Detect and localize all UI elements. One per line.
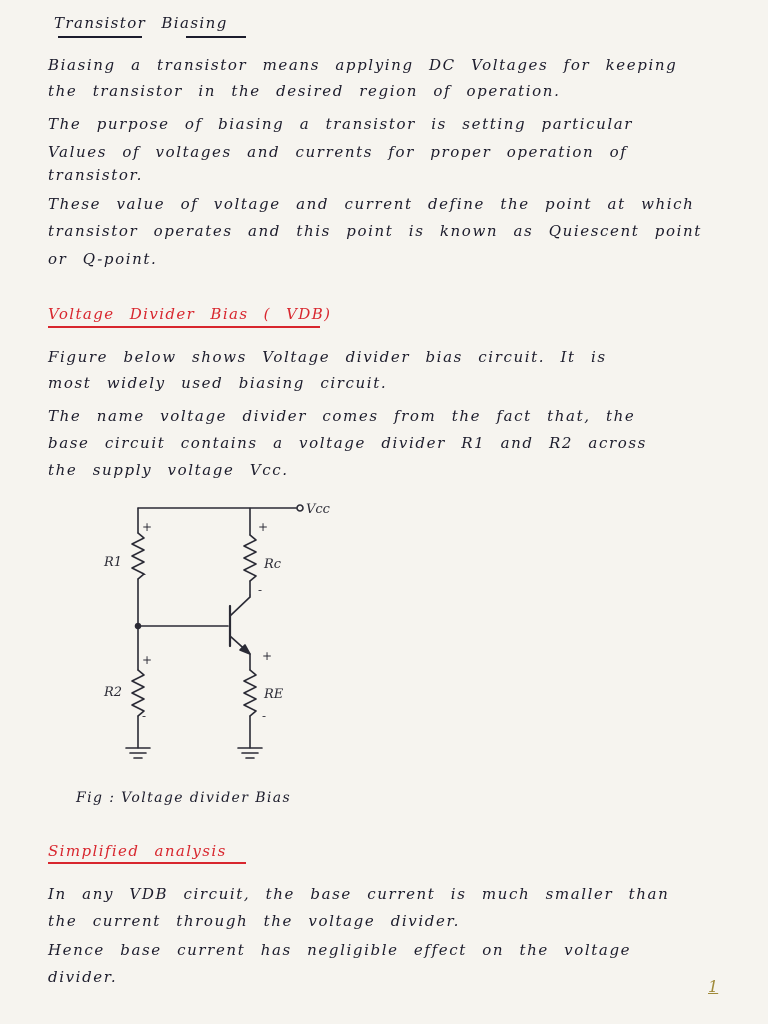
- vcc-terminal: [297, 505, 303, 511]
- re-minus-sign: -: [262, 709, 267, 723]
- simplified-line: In any VDB circuit, the base current is much smaller than: [48, 885, 670, 903]
- vdb-line: base circuit contains a voltage divider R1 and R2 across: [48, 434, 647, 452]
- vdb-line: Figure below shows Voltage divider bias circuit. It is: [48, 348, 607, 366]
- r1-label: R1: [104, 555, 123, 570]
- vcc-label: Vcc: [306, 502, 330, 517]
- simplified-line: divider.: [48, 968, 118, 986]
- intro-line: Biasing a transistor means applying DC Voltages for keeping: [48, 56, 678, 74]
- r2-minus-sign: -: [142, 709, 147, 723]
- intro-line: These value of voltage and current define the point at which: [48, 195, 695, 213]
- re-resistor: [244, 670, 256, 716]
- re-label: RE: [264, 687, 284, 702]
- rc-label: Rc: [264, 557, 282, 572]
- intro-line: transistor.: [48, 166, 143, 184]
- intro-line: the transistor in the desired region of operation.: [48, 82, 561, 100]
- vdb-line: the supply voltage Vcc.: [48, 461, 289, 479]
- vdb-line: most widely used biasing circuit.: [48, 374, 388, 392]
- r1-plus-sign: +: [142, 520, 153, 534]
- rc-plus-sign: +: [258, 520, 269, 534]
- figure-caption: Fig : Voltage divider Bias: [76, 790, 292, 806]
- simplified-line: Hence base current has negligible effect on the voltage: [48, 941, 632, 959]
- vdb-line: The name voltage divider comes from the fact that, the: [48, 407, 636, 425]
- r2-plus-sign: +: [142, 653, 153, 667]
- vdb-heading: Voltage Divider Bias ( VDB): [48, 305, 332, 323]
- rc-minus-sign: -: [258, 583, 263, 597]
- intro-line: or Q-point.: [48, 250, 158, 268]
- collector-lead: [230, 597, 250, 616]
- intro-line: The purpose of biasing a transistor is setting particular: [48, 115, 634, 133]
- rc-resistor: [244, 535, 256, 581]
- page-number: 1: [708, 977, 719, 996]
- intro-line: transistor operates and this point is known as Quiescent point: [48, 222, 702, 240]
- simplified-line: the current through the voltage divider.: [48, 912, 460, 930]
- r2-label: R2: [104, 685, 123, 700]
- simplified-heading: Simplified analysis: [48, 842, 227, 860]
- intro-line: Values of voltages and currents for proper operation of: [48, 143, 628, 161]
- re-plus-sign: +: [262, 649, 273, 663]
- page-title: Transistor Biasing: [54, 14, 228, 32]
- r1-minus-sign: -: [142, 567, 147, 581]
- simplified-heading-underline: [48, 862, 246, 864]
